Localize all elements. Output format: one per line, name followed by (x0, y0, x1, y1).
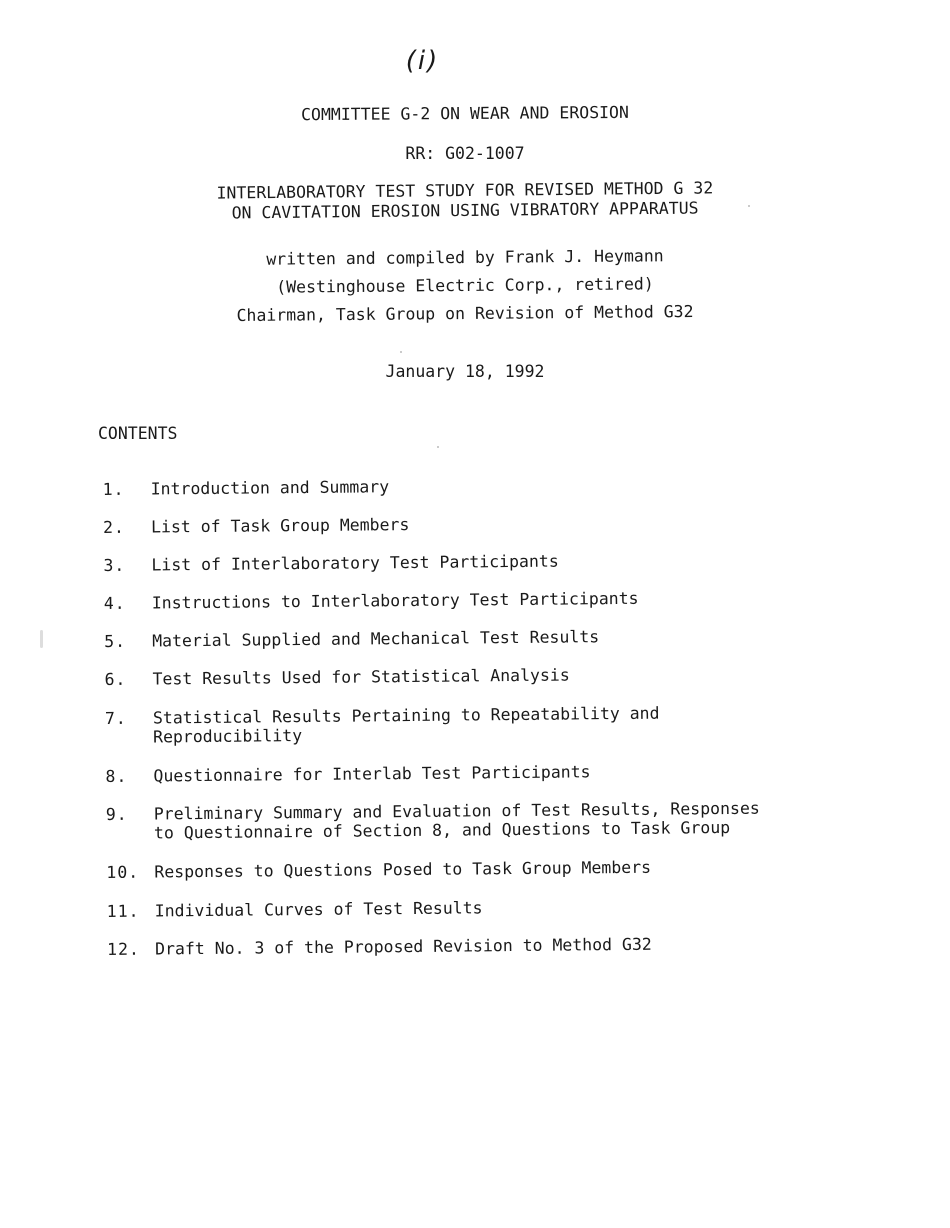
affiliation-line: (Westinghouse Electric Corp., retired) (276, 274, 654, 297)
toc-item-title: Individual Curves of Test Results (154, 898, 483, 921)
scan-mark (40, 630, 43, 648)
toc-item-title: List of Interlaboratory Test Participants (151, 551, 559, 575)
chairman-line: Chairman, Task Group on Revision of Method G32 (236, 302, 694, 325)
committee-heading: COMMITTEE G-2 ON WEAR AND EROSION (301, 102, 629, 125)
toc-item-title: Questionnaire for Interlab Test Participants (153, 762, 591, 786)
toc-item-number: 6. (104, 669, 127, 689)
toc-item-number: 2. (102, 517, 126, 537)
rr-number: RR: G02-1007 (405, 144, 525, 163)
toc-item-title: List of Task Group Members (150, 515, 410, 537)
report-title-line-2: ON CAVITATION EROSION USING VIBRATORY APPARATUS (231, 198, 699, 223)
report-title (0, 176, 930, 226)
toc-item-title: Statistical Results Pertaining to Repeatability and Reproducibility (152, 703, 660, 747)
page-number: (i) (405, 46, 440, 76)
toc-item-number: 3. (103, 555, 126, 575)
toc-item-title: Test Results Used for Statistical Analysis (152, 665, 570, 689)
toc-item-number: 9. (105, 804, 128, 824)
toc-item-title: Draft No. 3 of the Proposed Revision to Method G32 (155, 934, 652, 959)
toc-item-number: 5. (104, 631, 127, 651)
scan-speck (748, 205, 750, 207)
scan-speck (437, 446, 439, 448)
toc-item-number: 12. (107, 939, 141, 959)
toc-item-number: 8. (105, 766, 128, 786)
toc-item-title: Preliminary Summary and Evaluation of Test Results, Responses to Questionnaire of Section 8, and Questions to Task Group (153, 798, 760, 843)
toc-item-number: 1. (102, 479, 125, 499)
report-date: January 18, 1992 (385, 362, 545, 381)
toc-item-title: Instructions to Interlaboratory Test Participants (151, 588, 639, 613)
toc-item-number: 10. (106, 862, 140, 882)
toc-item-number: 4. (103, 593, 126, 613)
scan-speck (400, 351, 402, 353)
author-line: written and compiled by Frank J. Heymann (266, 246, 664, 269)
toc-item-number: 11. (106, 901, 140, 921)
report-title-line-1: INTERLABORATORY TEST STUDY FOR REVISED METHOD G 32 (216, 178, 714, 203)
toc-item-number: 7. (104, 708, 127, 728)
toc-item-title: Responses to Questions Posed to Task Group Members (154, 857, 652, 882)
contents-heading: CONTENTS (98, 424, 178, 443)
toc-item-title: Material Supplied and Mechanical Test Results (152, 627, 600, 651)
toc-item-title: Introduction and Summary (150, 477, 390, 499)
